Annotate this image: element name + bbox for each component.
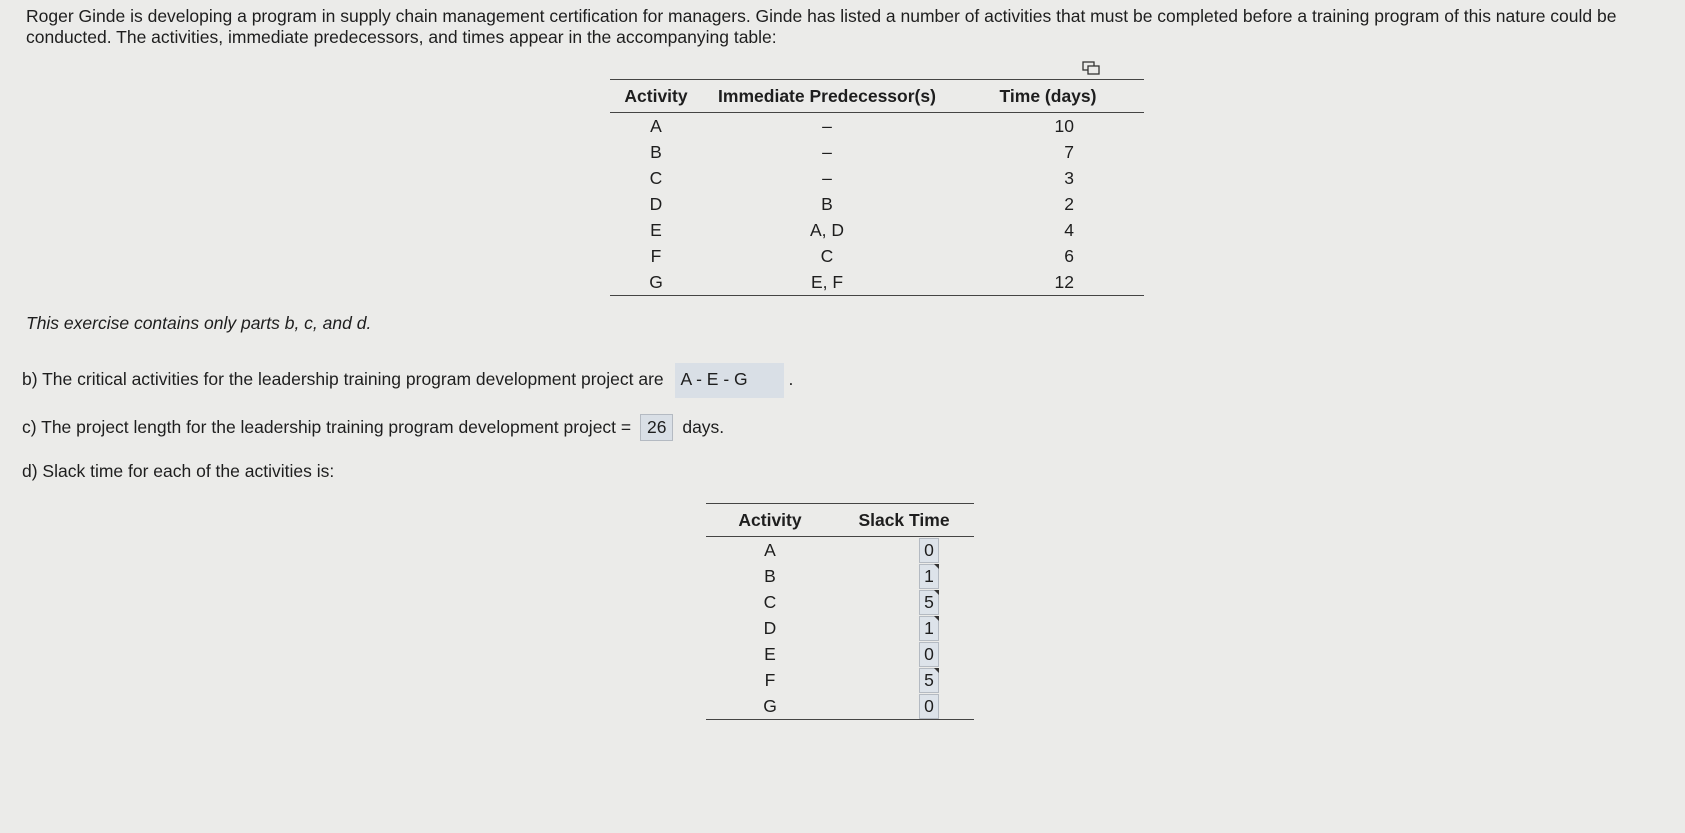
- slack-value: 5: [924, 591, 934, 612]
- problem-statement: Roger Ginde is developing a program in supply chain management certification for managers. Ginde has listed a number of activities that must be completed before a training program of this nature could be conducted. The activities, immediate predecessors, and times appear in the accompanying table:: [26, 6, 1617, 47]
- slack-cell: [834, 641, 974, 667]
- activity-cell: A: [650, 115, 662, 136]
- table-header-row: [706, 504, 974, 537]
- table-row: [706, 563, 974, 589]
- column-header: Slack Time: [858, 509, 950, 530]
- column-header: Immediate Predecessor(s): [718, 85, 936, 106]
- table-row: [706, 641, 974, 667]
- activity-cell: F: [764, 669, 776, 690]
- slack-answer-field[interactable]: [919, 538, 939, 563]
- slack-answer-field[interactable]: [919, 642, 939, 667]
- slack-value: 0: [924, 643, 934, 664]
- table-row: [706, 667, 974, 693]
- slack-value: 1: [924, 565, 934, 586]
- activity-cell: C: [763, 591, 777, 612]
- predecessor-cell: E, F: [810, 271, 844, 292]
- critical-path-answer[interactable]: A - E - G: [675, 363, 784, 398]
- project-length-answer[interactable]: 26: [640, 414, 673, 441]
- part-b-question: [22, 363, 793, 398]
- activity-table: [610, 79, 1144, 296]
- table-row: [610, 113, 1144, 140]
- table-row: [706, 537, 974, 564]
- column-header: Activity: [624, 85, 688, 106]
- activity-cell: B: [650, 141, 662, 162]
- slack-cell: [834, 537, 974, 564]
- slack-table: [706, 503, 974, 720]
- part-d-question: d) Slack time for each of the activities is:: [22, 461, 335, 481]
- predecessor-cell: –: [822, 115, 832, 136]
- activity-cell: G: [649, 271, 663, 292]
- column-header: Activity: [738, 509, 802, 530]
- part-c-suffix: days.: [682, 417, 725, 437]
- activity-cell: D: [649, 193, 663, 214]
- slack-cell: [834, 667, 974, 693]
- table-row: [706, 615, 974, 641]
- slack-value: 1: [924, 617, 934, 638]
- part-b-text: b) The critical activities for the leadership training program development project are: [22, 369, 664, 389]
- activity-cell: D: [763, 617, 777, 638]
- part-b-suffix: .: [788, 369, 794, 389]
- slack-cell: [834, 563, 974, 589]
- table-row: [706, 589, 974, 615]
- slack-cell: [834, 693, 974, 720]
- predecessor-cell: C: [820, 245, 834, 266]
- copy-icon[interactable]: [1082, 61, 1100, 75]
- column-header: Time (days): [999, 85, 1097, 106]
- table-header-row: [610, 80, 1144, 113]
- slack-answer-field[interactable]: [919, 668, 939, 693]
- table-row: [610, 217, 1144, 243]
- slack-answer-field[interactable]: [919, 564, 939, 589]
- time-cell: 7: [1064, 141, 1074, 162]
- part-c-text: c) The project length for the leadership training program development project =: [22, 417, 632, 437]
- slack-value: 0: [924, 695, 934, 716]
- exercise-note: This exercise contains only parts b, c, and d.: [26, 313, 372, 333]
- slack-value: 5: [924, 669, 934, 690]
- corner-marker-icon: [934, 668, 939, 673]
- time-cell: 10: [1054, 115, 1074, 136]
- table-row: [706, 693, 974, 720]
- table-row: [610, 139, 1144, 165]
- corner-marker-icon: [934, 616, 939, 621]
- predecessor-cell: A, D: [809, 219, 845, 240]
- time-cell: 12: [1054, 271, 1074, 292]
- activity-cell: F: [650, 245, 662, 266]
- table-row: [610, 165, 1144, 191]
- time-cell: 6: [1064, 245, 1074, 266]
- corner-marker-icon: [934, 564, 939, 569]
- table-row: [610, 269, 1144, 296]
- slack-answer-field[interactable]: [919, 590, 939, 615]
- slack-cell: [834, 615, 974, 641]
- time-cell: 3: [1064, 167, 1074, 188]
- activity-cell: B: [764, 565, 776, 586]
- time-cell: 2: [1064, 193, 1074, 214]
- slack-cell: [834, 589, 974, 615]
- activity-cell: C: [649, 167, 663, 188]
- predecessor-cell: –: [822, 167, 832, 188]
- activity-cell: A: [764, 539, 776, 560]
- time-cell: 4: [1064, 219, 1074, 240]
- table-row: [610, 191, 1144, 217]
- predecessor-cell: B: [821, 193, 833, 214]
- slack-answer-field[interactable]: [919, 694, 939, 719]
- activity-cell: E: [764, 643, 776, 664]
- slack-answer-field[interactable]: [919, 616, 939, 641]
- table-row: [610, 243, 1144, 269]
- corner-marker-icon: [934, 590, 939, 595]
- part-c-question: [22, 414, 724, 441]
- slack-value: 0: [924, 539, 934, 560]
- activity-cell: E: [650, 219, 662, 240]
- predecessor-cell: –: [822, 141, 832, 162]
- activity-cell: G: [763, 695, 777, 716]
